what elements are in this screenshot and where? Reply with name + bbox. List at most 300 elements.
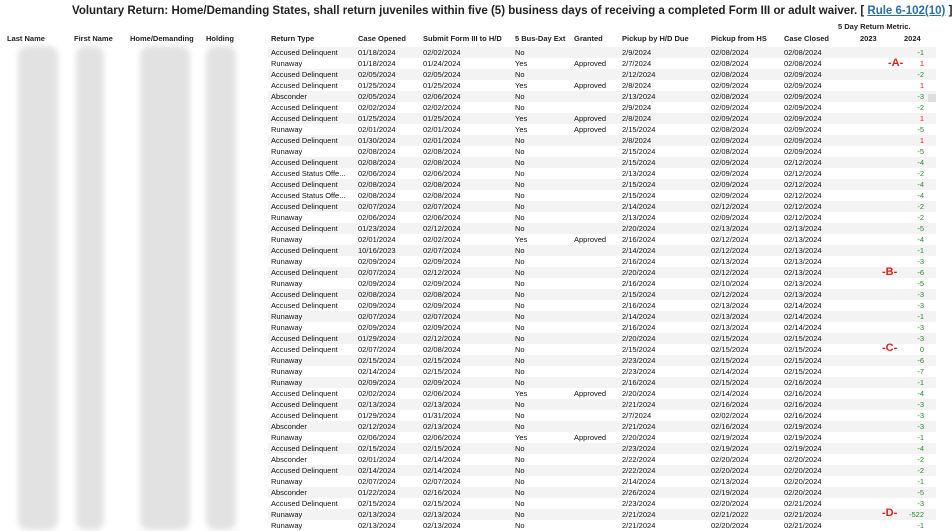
cell-metric-2024: -4 [917,235,924,244]
cell-pickup-date: 02/08/2024 [711,59,749,68]
table-row[interactable] [0,278,936,289]
cell-case-opened: 02/07/2024 [358,477,396,486]
cell-case-opened: 02/13/2024 [358,510,396,519]
cell-case-opened: 02/08/2024 [358,158,396,167]
table-row[interactable] [0,47,936,58]
cell-return-type: Accused Delinquent [271,246,338,255]
col-2024[interactable]: 2024 [904,34,921,43]
cell-return-type: Runaway [271,477,303,486]
cell-case-opened: 02/15/2024 [358,356,396,365]
cell-metric-2024: -1 [917,521,924,530]
cell-submit-date: 02/13/2024 [423,510,461,519]
cell-pickup-date: 02/20/2024 [711,521,749,530]
data-table [0,47,936,531]
cell-case-opened: 01/22/2024 [358,488,396,497]
cell-case-opened: 02/09/2024 [358,323,396,332]
cell-case-closed: 02/19/2024 [784,444,822,453]
table-row[interactable] [0,212,936,223]
cell-pickup-date: 02/14/2024 [711,389,749,398]
col-last-name[interactable]: Last Name [7,34,45,43]
cell-case-opened: 02/14/2024 [358,466,396,475]
cell-case-opened: 02/02/2024 [358,389,396,398]
cell-pickup-date: 02/15/2024 [711,378,749,387]
cell-metric-2024: -4 [917,180,924,189]
cell-due-date: 2/23/2024 [622,367,656,376]
cell-due-date: 2/16/2024 [622,235,656,244]
cell-metric-2024: -2 [917,169,924,178]
cell-ext: No [515,158,525,167]
cell-submit-date: 02/08/2024 [423,158,461,167]
rule-link[interactable]: Rule 6-102(10) [867,5,946,17]
cell-submit-date: 02/09/2024 [423,257,461,266]
cell-return-type: Accused Delinquent [271,499,338,508]
col-ext[interactable]: 5 Bus-Day Ext [515,34,566,43]
cell-return-type: Runaway [271,213,303,222]
cell-due-date: 2/12/2024 [622,70,656,79]
cell-submit-date: 02/13/2024 [423,400,461,409]
cell-case-closed: 02/15/2024 [784,334,822,343]
cell-pickup-date: 02/15/2024 [711,356,749,365]
cell-submit-date: 02/15/2024 [423,356,461,365]
cell-return-type: Runaway [271,59,303,68]
cell-case-closed: 02/14/2024 [784,323,822,332]
cell-due-date: 2/16/2024 [622,279,656,288]
cell-pickup-date: 02/12/2024 [711,268,749,277]
cell-pickup-date: 02/13/2024 [711,257,749,266]
table-row[interactable] [0,465,936,476]
cell-ext: No [515,191,525,200]
cell-return-type: Accused Delinquent [271,70,338,79]
col-first-name[interactable]: First Name [74,34,113,43]
col-return-type[interactable]: Return Type [271,34,315,43]
cell-ext: No [515,279,525,288]
cell-due-date: 2/9/2024 [622,103,652,112]
cell-pickup-date: 02/13/2024 [711,477,749,486]
table-row[interactable] [0,399,936,410]
cell-return-type: Runaway [271,433,303,442]
cell-case-closed: 02/13/2024 [784,235,822,244]
cell-case-closed: 02/16/2024 [784,411,822,420]
table-row[interactable] [0,454,936,465]
cell-pickup-date: 02/20/2024 [711,499,749,508]
cell-case-closed: 02/20/2024 [784,477,822,486]
annotation-d: -D- [882,507,898,519]
table-row[interactable] [0,410,936,421]
cell-submit-date: 02/14/2024 [423,466,461,475]
cell-due-date: 2/15/2024 [622,180,656,189]
cell-return-type: Accused Delinquent [271,290,338,299]
report-title [72,5,952,17]
cell-granted: Approved [574,114,607,123]
col-case-opened[interactable]: Case Opened [358,34,406,43]
cell-ext: No [515,257,525,266]
cell-case-opened: 02/09/2024 [358,279,396,288]
cell-case-closed: 02/15/2024 [784,367,822,376]
cell-case-opened: 02/13/2024 [358,400,396,409]
cell-due-date: 2/15/2024 [622,345,656,354]
cell-ext: No [515,169,525,178]
cell-case-closed: 02/09/2024 [784,136,822,145]
cell-return-type: Accused Delinquent [271,103,338,112]
table-row[interactable] [0,366,936,377]
table-row[interactable] [0,245,936,256]
cell-pickup-date: 02/16/2024 [711,422,749,431]
cell-due-date: 2/21/2024 [622,521,656,530]
table-row[interactable] [0,190,936,201]
cell-return-type: Accused Delinquent [271,334,338,343]
cell-case-closed: 02/13/2024 [784,279,822,288]
table-row[interactable] [0,322,936,333]
cell-return-type: Accused Status Offe... [271,191,346,200]
title-text: Voluntary Return: Home/Demanding States, shall return juveniles within five (5) business days of receiving a completed Form III or adult waiver. [ [72,5,865,17]
cell-case-opened: 02/07/2024 [358,345,396,354]
cell-return-type: Accused Delinquent [271,411,338,420]
col-case-closed[interactable]: Case Closed [784,34,830,43]
cell-due-date: 2/14/2024 [622,477,656,486]
cell-return-type: Accused Delinquent [271,202,338,211]
table-row[interactable] [0,333,936,344]
cell-case-opened: 02/01/2024 [358,455,396,464]
cell-metric-2024: 0 [919,345,924,354]
cell-ext: No [515,301,525,310]
cell-ext: No [515,444,525,453]
cell-case-closed: 02/09/2024 [784,114,822,123]
table-row[interactable] [0,146,936,157]
cell-case-opened: 02/05/2024 [358,92,396,101]
cell-pickup-date: 02/09/2024 [711,81,749,90]
cell-ext: No [515,136,525,145]
cell-granted: Approved [574,125,607,134]
cell-return-type: Absconder [271,488,307,497]
cell-return-type: Accused Delinquent [271,400,338,409]
cell-case-opened: 02/08/2024 [358,180,396,189]
cell-case-closed: 02/13/2024 [784,257,822,266]
cell-return-type: Runaway [271,356,303,365]
cell-pickup-date: 02/15/2024 [711,334,749,343]
cell-submit-date: 02/14/2024 [423,455,461,464]
table-row[interactable] [0,421,936,432]
cell-ext: No [515,224,525,233]
cell-due-date: 2/23/2024 [622,499,656,508]
cell-case-closed: 02/12/2024 [784,180,822,189]
cell-ext: No [515,400,525,409]
table-row[interactable] [0,443,936,454]
cell-submit-date: 01/25/2024 [423,114,461,123]
cell-metric-2024: -3 [917,411,924,420]
table-row[interactable] [0,509,936,520]
cell-case-opened: 02/09/2024 [358,378,396,387]
cell-due-date: 2/15/2024 [622,147,656,156]
cell-case-opened: 01/30/2024 [358,136,396,145]
cell-case-opened: 02/06/2024 [358,213,396,222]
cell-case-closed: 02/12/2024 [784,158,822,167]
table-row[interactable] [0,223,936,234]
table-row[interactable] [0,344,936,355]
cell-metric-2024: -3 [917,301,924,310]
cell-ext: No [515,246,525,255]
cell-ext: No [515,378,525,387]
table-row[interactable] [0,179,936,190]
cell-case-closed: 02/09/2024 [784,81,822,90]
cell-return-type: Absconder [271,455,307,464]
cell-return-type: Accused Delinquent [271,114,338,123]
cell-case-closed: 02/16/2024 [784,389,822,398]
cell-case-opened: 02/09/2024 [358,257,396,266]
cell-ext: No [515,290,525,299]
cell-metric-2024: 1 [919,59,924,68]
cell-ext: No [515,213,525,222]
cell-pickup-date: 02/08/2024 [711,70,749,79]
cell-metric-2024: -3 [917,422,924,431]
table-row[interactable] [0,168,936,179]
cell-pickup-date: 02/14/2024 [711,367,749,376]
table-row[interactable] [0,102,936,113]
cell-return-type: Accused Delinquent [271,136,338,145]
table-row[interactable] [0,58,936,69]
cell-due-date: 2/21/2024 [622,510,656,519]
cell-submit-date: 02/07/2024 [423,312,461,321]
cell-granted: Approved [574,433,607,442]
col-due[interactable]: Pickup by H/D Due [622,34,689,43]
cell-submit-date: 02/08/2024 [423,290,461,299]
cell-case-closed: 02/13/2024 [784,268,822,277]
cell-due-date: 2/14/2024 [622,312,656,321]
cell-pickup-date: 02/12/2024 [711,235,749,244]
cell-ext: No [515,345,525,354]
table-row[interactable] [0,256,936,267]
cell-case-opened: 01/29/2024 [358,334,396,343]
cell-ext: Yes [515,125,528,134]
cell-case-opened: 02/09/2024 [358,301,396,310]
cell-submit-date: 02/08/2024 [423,147,461,156]
cell-case-opened: 01/25/2024 [358,114,396,123]
cell-return-type: Accused Delinquent [271,224,338,233]
cell-pickup-date: 02/19/2024 [711,444,749,453]
cell-case-closed: 02/21/2024 [784,521,822,530]
table-row[interactable] [0,476,936,487]
cell-pickup-date: 02/12/2024 [711,202,749,211]
cell-submit-date: 02/12/2024 [423,268,461,277]
table-row[interactable] [0,498,936,509]
cell-case-closed: 02/13/2024 [784,224,822,233]
cell-case-closed: 02/14/2024 [784,312,822,321]
table-row[interactable] [0,267,936,278]
table-row[interactable] [0,91,936,102]
cell-metric-2024: -1 [917,477,924,486]
table-row[interactable] [0,432,936,443]
cell-case-closed: 02/19/2024 [784,422,822,431]
cell-return-type: Runaway [271,312,303,321]
cell-submit-date: 02/13/2024 [423,521,461,530]
cell-metric-2024: -5 [917,125,924,134]
cell-pickup-date: 02/10/2024 [711,279,749,288]
cell-metric-2024: -3 [917,257,924,266]
table-row[interactable] [0,157,936,168]
cell-ext: No [515,466,525,475]
cell-ext: No [515,92,525,101]
cell-due-date: 2/23/2024 [622,356,656,365]
cell-due-date: 2/8/2024 [622,81,652,90]
cell-pickup-date: 02/13/2024 [711,323,749,332]
cell-pickup-date: 02/08/2024 [711,48,749,57]
scrollbar-thumb[interactable] [928,94,936,102]
table-row[interactable] [0,69,936,80]
cell-ext: No [515,510,525,519]
cell-metric-2024: -1 [917,246,924,255]
cell-case-closed: 02/09/2024 [784,92,822,101]
table-row[interactable] [0,80,936,91]
cell-pickup-date: 02/08/2024 [711,125,749,134]
table-row[interactable] [0,234,936,245]
cell-pickup-date: 02/09/2024 [711,158,749,167]
cell-pickup-date: 02/12/2024 [711,290,749,299]
cell-submit-date: 02/15/2024 [423,499,461,508]
annotation-b: -B- [882,266,898,278]
cell-metric-2024: -2 [917,466,924,475]
cell-metric-2024: 1 [919,81,924,90]
cell-due-date: 2/9/2024 [622,48,652,57]
table-row[interactable] [0,201,936,212]
table-row[interactable] [0,289,936,300]
cell-due-date: 2/13/2024 [622,92,656,101]
cell-pickup-date: 02/09/2024 [711,169,749,178]
cell-ext: No [515,488,525,497]
cell-case-closed: 02/13/2024 [784,290,822,299]
cell-pickup-date: 02/08/2024 [711,147,749,156]
cell-granted: Approved [574,59,607,68]
cell-pickup-date: 02/19/2024 [711,488,749,497]
cell-case-closed: 02/14/2024 [784,301,822,310]
table-row[interactable] [0,113,936,124]
cell-return-type: Runaway [271,378,303,387]
table-row[interactable] [0,135,936,146]
cell-ext: No [515,268,525,277]
cell-pickup-date: 02/20/2024 [711,455,749,464]
cell-submit-date: 02/02/2024 [423,103,461,112]
cell-return-type: Runaway [271,257,303,266]
table-row[interactable] [0,377,936,388]
cell-return-type: Accused Delinquent [271,389,338,398]
cell-metric-2024: -3 [917,92,924,101]
cell-return-type: Runaway [271,125,303,134]
cell-due-date: 2/16/2024 [622,257,656,266]
cell-pickup-date: 02/02/2024 [711,411,749,420]
cell-pickup-date: 02/09/2024 [711,103,749,112]
cell-return-type: Runaway [271,521,303,530]
cell-case-opened: 02/07/2024 [358,268,396,277]
col-submit-form[interactable]: Submit Form III to H/D [423,34,502,43]
cell-case-opened: 02/15/2024 [358,444,396,453]
cell-ext: No [515,323,525,332]
cell-submit-date: 02/12/2024 [423,224,461,233]
cell-ext: No [515,334,525,343]
cell-return-type: Accused Delinquent [271,301,338,310]
table-row[interactable] [0,355,936,366]
cell-submit-date: 02/02/2024 [423,235,461,244]
cell-case-opened: 02/02/2024 [358,103,396,112]
cell-case-opened: 01/25/2024 [358,81,396,90]
cell-due-date: 2/20/2024 [622,224,656,233]
cell-metric-2024: -2 [917,455,924,464]
cell-case-opened: 02/12/2024 [358,422,396,431]
cell-ext: No [515,455,525,464]
cell-submit-date: 02/16/2024 [423,488,461,497]
cell-pickup-date: 02/13/2024 [711,301,749,310]
cell-due-date: 2/16/2024 [622,378,656,387]
cell-case-closed: 02/21/2024 [784,510,822,519]
cell-metric-2024: -2 [917,202,924,211]
col-2023[interactable]: 2023 [860,34,877,43]
cell-due-date: 2/15/2024 [622,191,656,200]
cell-submit-date: 02/02/2024 [423,48,461,57]
cell-metric-2024: 1 [919,114,924,123]
cell-case-closed: 02/20/2024 [784,466,822,475]
cell-case-opened: 02/14/2024 [358,367,396,376]
cell-ext: No [515,367,525,376]
cell-ext: Yes [515,81,528,90]
cell-submit-date: 02/09/2024 [423,323,461,332]
cell-ext: No [515,147,525,156]
col-holding[interactable]: Holding [206,34,234,43]
cell-due-date: 2/26/2024 [622,488,656,497]
cell-return-type: Accused Delinquent [271,444,338,453]
cell-metric-2024: -6 [917,268,924,277]
cell-case-closed: 02/15/2024 [784,345,822,354]
cell-ext: No [515,202,525,211]
cell-due-date: 2/15/2024 [622,125,656,134]
cell-due-date: 2/15/2024 [622,158,656,167]
cell-ext: No [515,521,525,530]
cell-pickup-date: 02/09/2024 [711,136,749,145]
cell-return-type: Runaway [271,510,303,519]
cell-ext: Yes [515,114,528,123]
cell-metric-2024: -4 [917,444,924,453]
cell-ext: No [515,477,525,486]
cell-due-date: 2/16/2024 [622,301,656,310]
cell-case-closed: 02/09/2024 [784,70,822,79]
cell-metric-2024: -1 [917,312,924,321]
cell-pickup-date: 02/21/2022 [711,510,749,519]
cell-submit-date: 02/06/2024 [423,169,461,178]
cell-case-closed: 02/12/2024 [784,213,822,222]
table-row[interactable] [0,124,936,135]
cell-case-opened: 02/01/2024 [358,235,396,244]
cell-return-type: Absconder [271,422,307,431]
cell-case-closed: 02/21/2024 [784,499,822,508]
cell-return-type: Accused Delinquent [271,81,338,90]
cell-due-date: 2/22/2024 [622,466,656,475]
col-home-demanding[interactable]: Home/Demanding [130,34,194,43]
table-row[interactable] [0,311,936,322]
table-row[interactable] [0,487,936,498]
cell-case-opened: 02/07/2024 [358,202,396,211]
cell-due-date: 2/8/2024 [622,136,652,145]
cell-due-date: 2/13/2024 [622,213,656,222]
cell-submit-date: 02/07/2024 [423,246,461,255]
table-row[interactable] [0,300,936,311]
cell-due-date: 2/21/2024 [622,400,656,409]
cell-submit-date: 02/06/2024 [423,213,461,222]
cell-due-date: 2/23/2024 [622,444,656,453]
col-granted[interactable]: Granted [574,34,603,43]
table-row[interactable] [0,520,936,531]
cell-submit-date: 02/06/2024 [423,389,461,398]
cell-ext: No [515,180,525,189]
cell-metric-2024: -2 [917,103,924,112]
col-pickup[interactable]: Pickup from HS [711,34,767,43]
table-row[interactable] [0,388,936,399]
cell-pickup-date: 02/09/2024 [711,114,749,123]
